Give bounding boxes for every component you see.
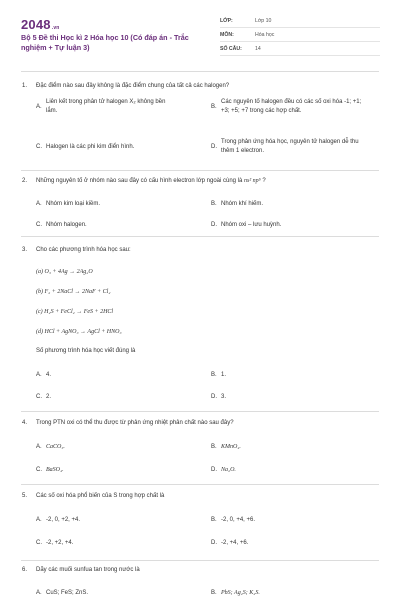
question-prompt: Số phương trình hóa học viết đúng là (36, 348, 136, 354)
option-a: A. 4. (36, 372, 52, 378)
divider (21, 411, 379, 412)
site-logo[interactable]: 2048.vn (21, 17, 60, 32)
option-d: D. Na₂O. (211, 467, 236, 473)
info-row-subject: MÔN: Hóa học (220, 28, 380, 42)
option-b: B. 1. (211, 372, 227, 378)
option-d: D. Trong phản ứng hóa học, nguyên tử halogen dễ thu thêm 1 electron. (211, 139, 359, 154)
divider (21, 71, 379, 72)
info-row-count: SỐ CÂU: 14 (220, 42, 380, 56)
divider (21, 236, 379, 237)
question-4: 4. Trong PTN oxi có thể thu được từ phản ứng nhiệt phân chất nào sau đây? A. CaCO₃. B. KMnO₄. C. BaSO₄. D. Na₂O. (22, 419, 382, 428)
question-text: Những nguyên tố ở nhóm nào sau đây có cấu hình electron lớp ngoài cùng là ns² np⁵ ? (36, 178, 266, 184)
option-a: A. Nhóm kim loại kiềm. (36, 201, 101, 207)
option-a: A. CuS; FeS; ZnS. (36, 590, 89, 596)
option-a: A. Liên kết trong phân tử halogen X₂ không bền lắm. (36, 99, 166, 114)
question-2: 2. Những nguyên tố ở nhóm nào sau đây có cấu hình electron lớp ngoài cùng là ns² np⁵ ? A. Nhóm kim loại kiềm. B. Nhóm khí hiếm. C. Nhóm halogen. D. Nhóm oxi – lưu huỳnh. (22, 177, 382, 186)
info-row-class: LỚP: Lớp 10 (220, 14, 380, 28)
question-3: 3. Cho các phương trình hóa học sau: (a) O₃ + 4Ag → 2Ag₂O (b) F₂ + 2NaCl → 2NaF + Cl₂ (c) H₂S + FeCl₂ → FeS + 2HCl (d) HCl + AgNO₃ → AgCl + HNO₃ Số phương trình hóa học viết đúng là A. 4. B. 1. C. 2. D. 3. (22, 246, 382, 255)
option-a: A. -2, 0, +2, +4. (36, 517, 81, 523)
option-b: B. KMnO₄. (211, 444, 241, 450)
option-c: C. Halogen là các phi kim điển hình. (36, 144, 135, 150)
question-1: 1. Đặc điểm nào sau đây không là đặc điểm chung của tất cả các halogen? A. Liên kết trong phân tử halogen X₂ không bền lắm. B. Các nguyên tố halogen đều có các số oxi hóa -1; +1; +3; +5; +7 trong các hợp chất. C. Halogen là các phi kim điển hình. D. Trong phản ứng hóa học, nguyên tử halogen dễ thu thêm 1 electron. (22, 82, 382, 91)
option-c: C. -2, +2, +4. (36, 540, 74, 546)
question-text: Đặc điểm nào sau đây không là đặc điểm chung của tất cả các halogen? (36, 83, 230, 89)
divider (21, 560, 379, 561)
option-a: A. CaCO₃. (36, 444, 65, 450)
reaction-a: (a) O₃ + 4Ag → 2Ag₂O (36, 269, 93, 275)
divider (21, 170, 379, 171)
document-title: Bộ 5 Đề thi Học kì 2 Hóa học 10 (Có đáp án - Trắc nghiệm + Tự luận 3) (21, 33, 189, 52)
option-b: B. Nhóm khí hiếm. (211, 201, 264, 207)
option-c: C. 2. (36, 394, 52, 400)
option-b: B. -2, 0, +4, +6. (211, 517, 256, 523)
reaction-c: (c) H₂S + FeCl₂ → FeS + 2HCl (36, 309, 114, 315)
question-text: Cho các phương trình hóa học sau: (36, 247, 131, 253)
reaction-d: (d) HCl + AgNO₃ → AgCl + HNO₃ (36, 329, 122, 335)
option-d: D. -2, +4, +6. (211, 540, 249, 546)
question-5: 5. Các số oxi hóa phổ biến của S trong hợp chất là A. -2, 0, +2, +4. B. -2, 0, +4, +6. C. -2, +2, +4. D. -2, +4, +6. (22, 492, 382, 501)
question-text: Dãy các muối sunfua tan trong nước là (36, 567, 140, 573)
option-b: B. PbS; Ag₂S; K₂S. (211, 590, 260, 596)
option-c: C. Nhóm halogen. (36, 222, 87, 228)
option-d: D. Nhóm oxi – lưu huỳnh. (211, 222, 282, 228)
question-text: Trong PTN oxi có thể thu được từ phản ứng nhiệt phân chất nào sau đây? (36, 420, 234, 426)
reaction-b: (b) F₂ + 2NaCl → 2NaF + Cl₂ (36, 289, 111, 295)
option-b: B. Các nguyên tố halogen đều có các số oxi hóa -1; +1; +3; +5; +7 trong các hợp chất. (211, 99, 362, 114)
question-6: 6. Dãy các muối sunfua tan trong nước là A. CuS; FeS; ZnS. B. PbS; Ag₂S; K₂S. (22, 566, 382, 575)
option-d: D. 3. (211, 394, 227, 400)
question-text: Các số oxi hóa phổ biến của S trong hợp chất là (36, 493, 165, 499)
option-c: C. BaSO₄. (36, 467, 64, 473)
divider (21, 484, 379, 485)
info-table (220, 14, 380, 56)
